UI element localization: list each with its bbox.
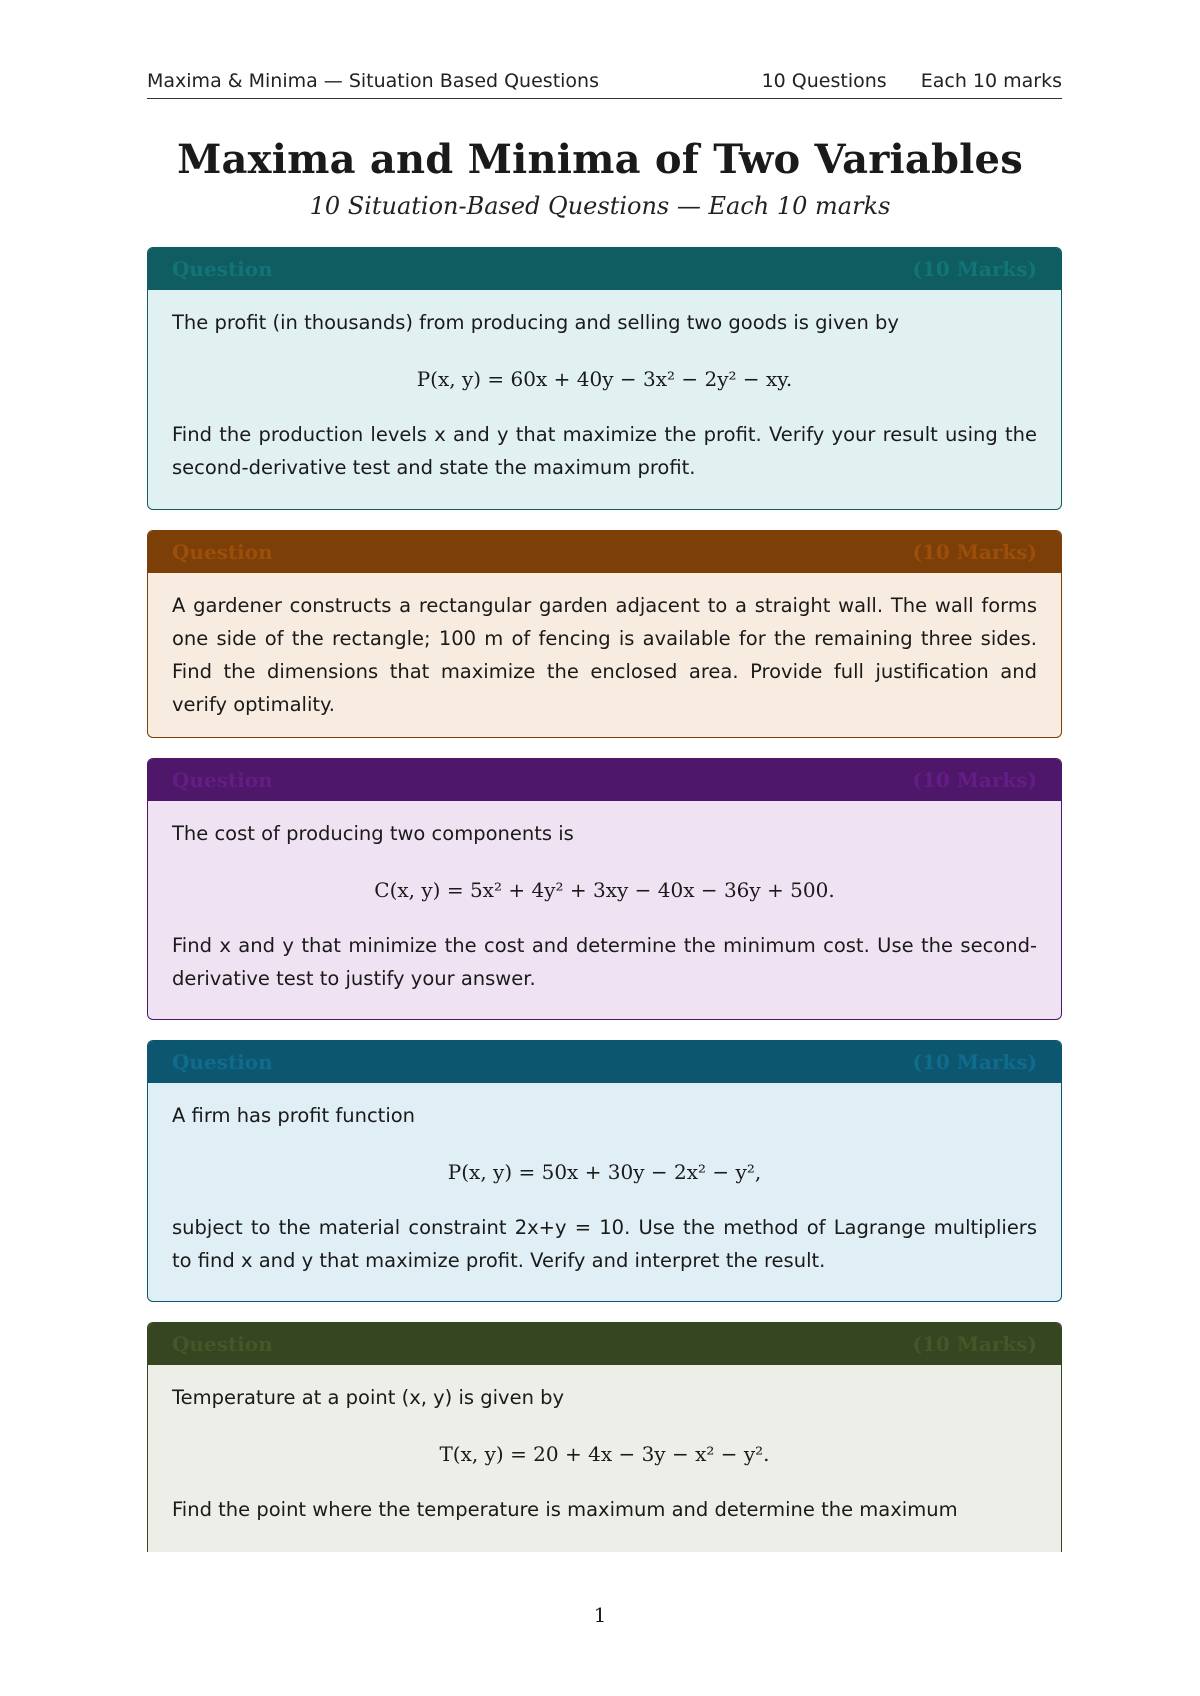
question-marks: (10 Marks): [912, 768, 1037, 792]
question-body: [148, 1083, 1061, 1277]
question-text: subject to the material constraint 2x+y = 10. Use the method of Lagrange multipliers to find x and y that maximize profit. Verify and interpret the result.: [172, 1216, 1037, 1272]
question-text: A gardener constructs a rectangular garden adjacent to a straight wall. The wall forms one side of the rectangle; 100 m of fencing is available for the remaining three sides. Find the dimensions that maximize the enclosed area. Provide full justification and verify optimality.: [172, 594, 1037, 716]
question-intro: A firm has profit function: [172, 1104, 416, 1127]
question-header: [148, 759, 1061, 801]
question-intro: Temperature at a point (x, y) is given by: [172, 1386, 565, 1409]
question-marks: (10 Marks): [912, 1332, 1037, 1356]
question-intro: The profit (in thousands) from producing and selling two goods is given by: [172, 311, 899, 334]
question-box-3: [147, 758, 1062, 1020]
question-body: [148, 290, 1061, 484]
question-body: [148, 1365, 1061, 1526]
question-label: Question: [172, 540, 273, 564]
question-marks: (10 Marks): [912, 540, 1037, 564]
question-box-5: [147, 1322, 1062, 1552]
page-subtitle: 10 Situation-Based Questions — Each 10 marks: [309, 192, 891, 220]
question-box-4: [147, 1040, 1062, 1302]
question-header: [148, 531, 1061, 573]
question-box-2: [147, 530, 1062, 738]
running-header-right: [762, 70, 1062, 92]
question-equation: C(x, y) = 5x² + 4y² + 3xy − 40x − 36y + 500.: [374, 878, 835, 902]
running-header: [147, 70, 1062, 99]
question-marks: (10 Marks): [912, 1050, 1037, 1074]
question-box-1: [147, 247, 1062, 510]
question-intro: The cost of producing two components is: [172, 822, 574, 845]
question-label: Question: [172, 257, 273, 281]
question-text: Find the production levels x and y that maximize the profit. Verify your result using the second-derivative test and state the maximum profit.: [172, 423, 1037, 479]
running-header-questions: 10 Questions: [761, 70, 887, 92]
question-header: [148, 1323, 1061, 1365]
question-text: Find the point where the temperature is maximum and determine the maximum: [172, 1498, 958, 1521]
question-marks: (10 Marks): [912, 257, 1037, 281]
question-label: Question: [172, 768, 273, 792]
page-title: Maxima and Minima of Two Variables: [177, 136, 1023, 183]
running-header-marks: Each 10 marks: [920, 70, 1062, 92]
question-equation: P(x, y) = 50x + 30y − 2x² − y²,: [447, 1160, 762, 1184]
running-header-left: Maxima & Minima — Situation Based Questions: [147, 70, 599, 92]
question-body: [148, 573, 1061, 721]
question-equation: P(x, y) = 60x + 40y − 3x² − 2y² − xy.: [416, 367, 793, 391]
question-label: Question: [172, 1332, 273, 1356]
question-body: [148, 801, 1061, 995]
question-header: [148, 248, 1061, 290]
question-label: Question: [172, 1050, 273, 1074]
question-equation: T(x, y) = 20 + 4x − 3y − x² − y².: [439, 1442, 770, 1466]
page-number: 1: [593, 1603, 607, 1627]
question-header: [148, 1041, 1061, 1083]
question-text: Find x and y that minimize the cost and determine the minimum cost. Use the second-derivative test to justify your answer.: [172, 934, 1037, 990]
